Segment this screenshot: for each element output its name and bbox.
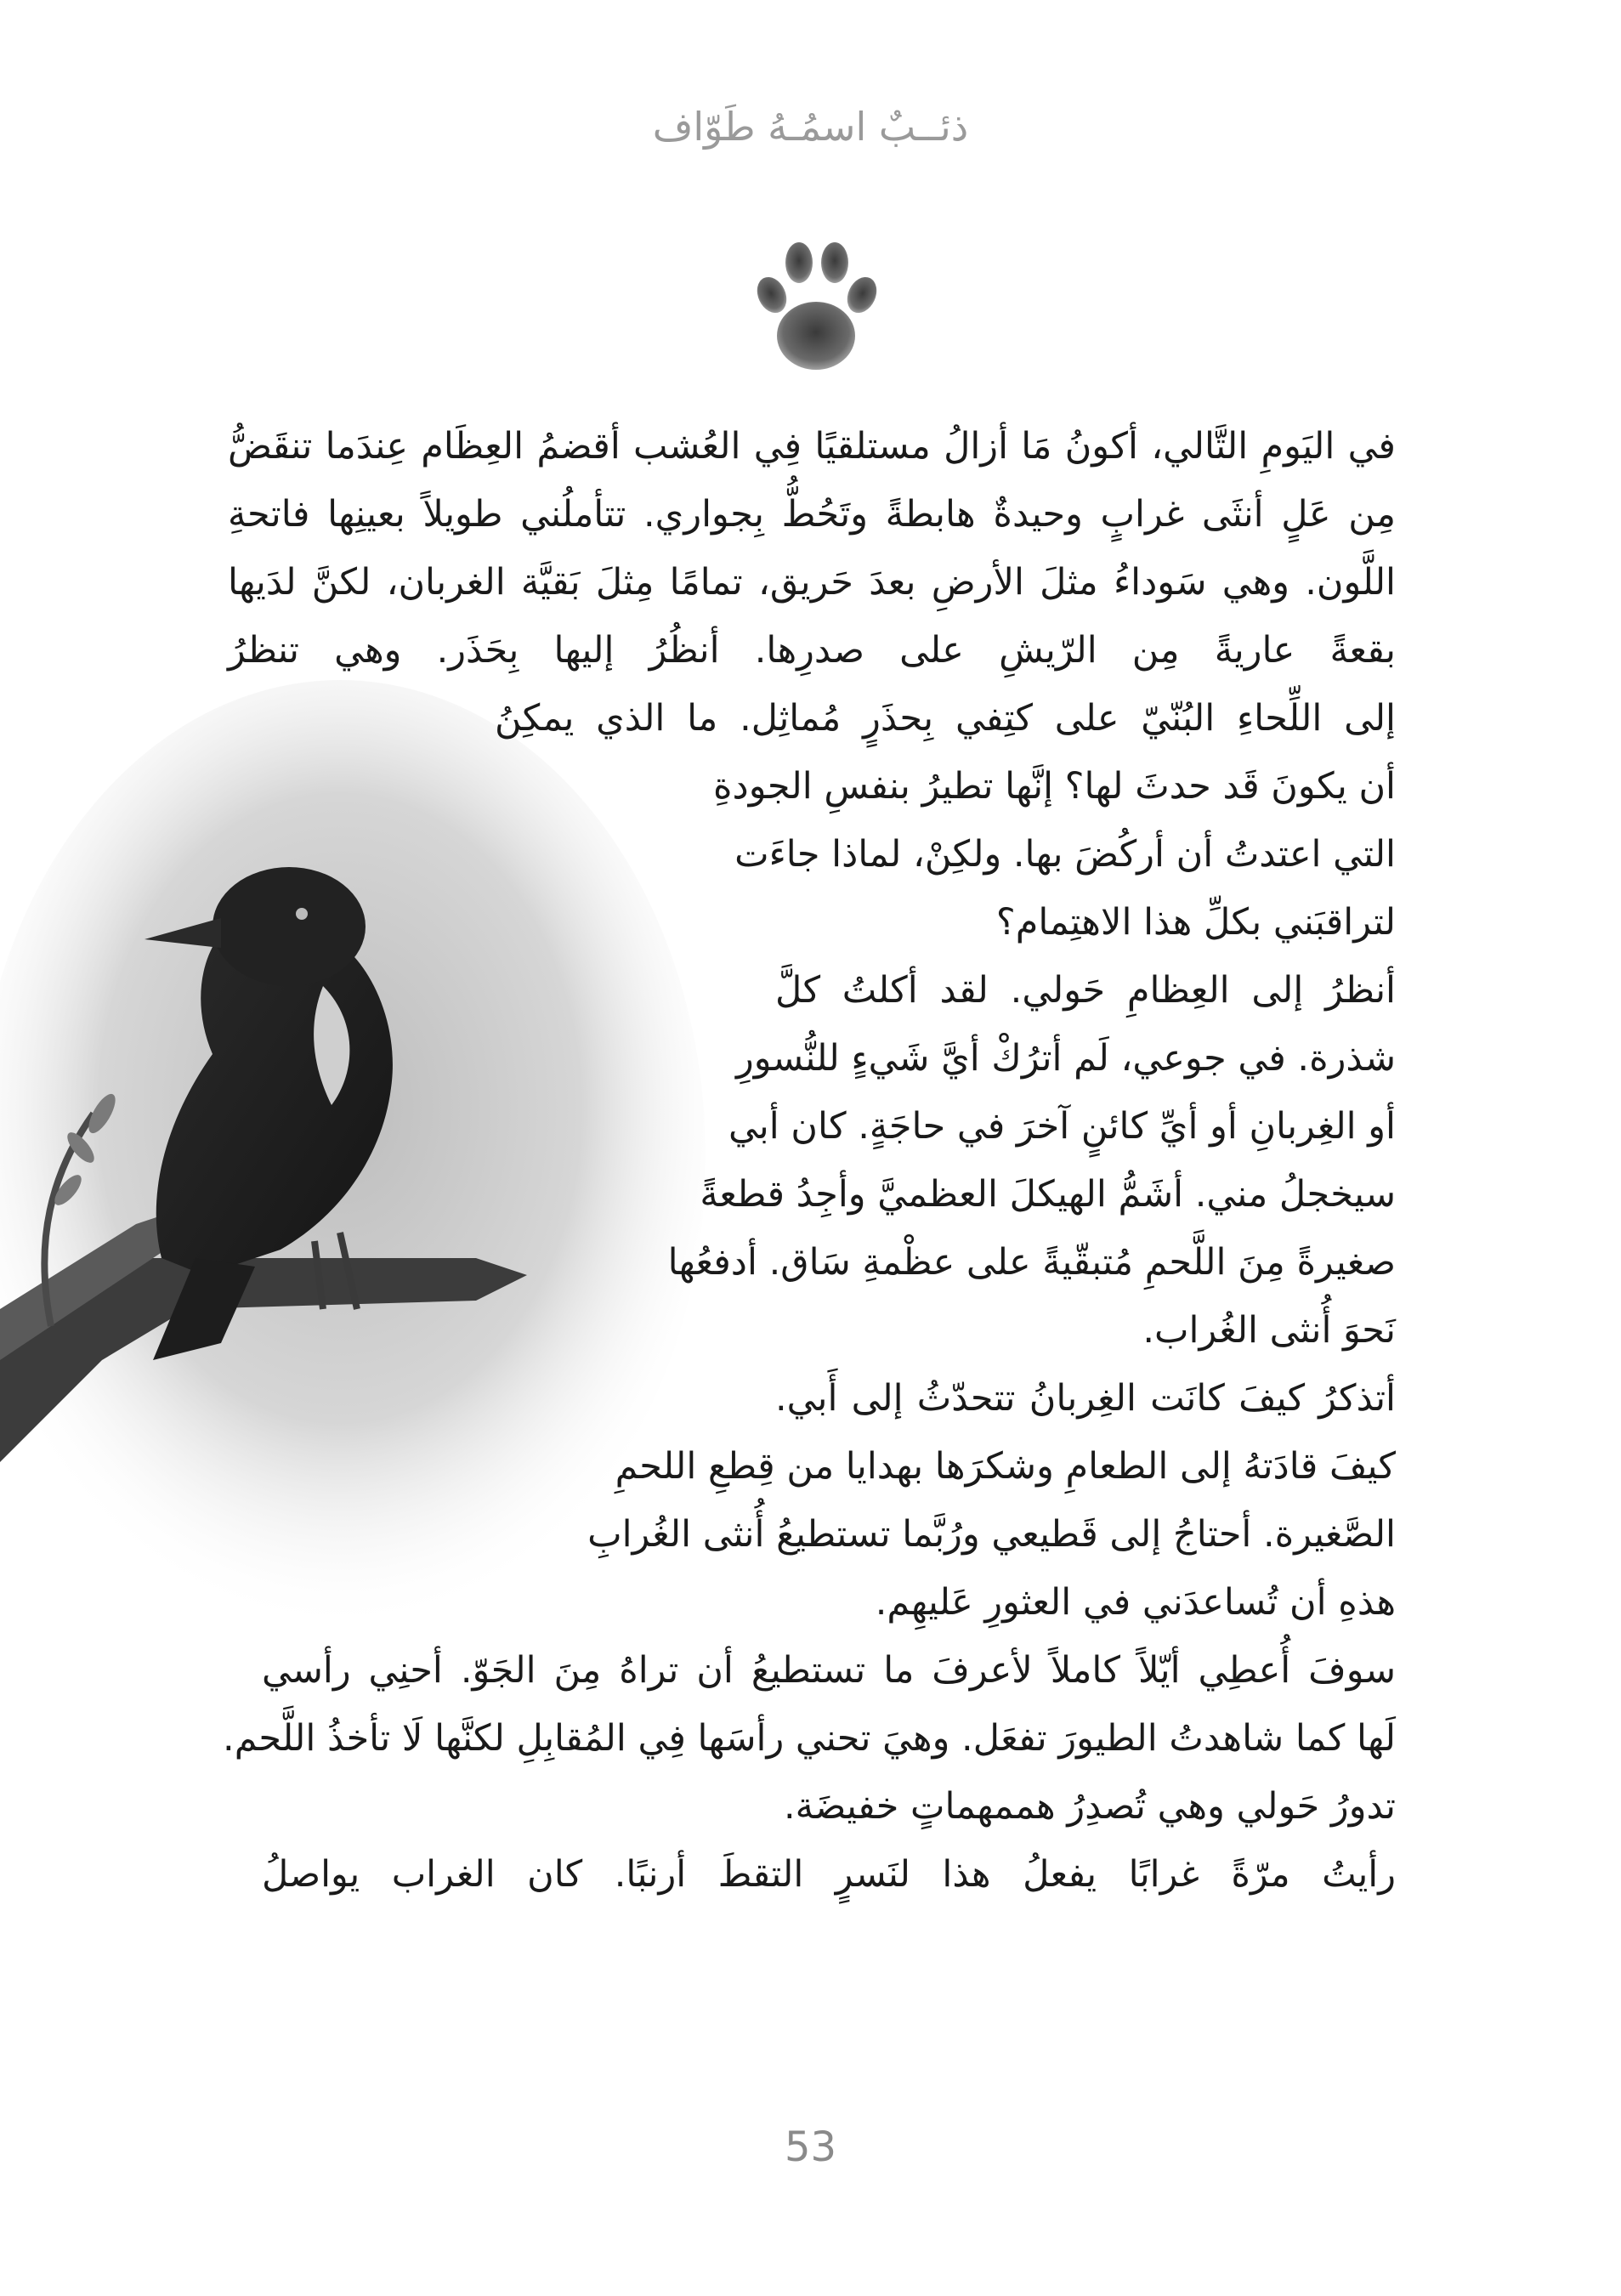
paragraph-2-line-5: صغيرةً مِنَ اللَّحمِ مُتبقّيةً على عظْمةِ سَاق. أدفعُها bbox=[667, 1241, 1396, 1284]
raven-illustration bbox=[0, 714, 680, 1675]
paragraph-1-line-7: التي اعتدتُ أن أركُضَ بها. ولكِنْ، لماذا جاءَت bbox=[734, 833, 1396, 876]
paragraph-1-line-8: لتراقبَني بكلِّ هذا الاهتِمام؟ bbox=[995, 901, 1396, 944]
wolf-paw-print-icon bbox=[748, 234, 884, 387]
paragraph-2-line-2: شذرة. في جوعي، لَم أترُكْ أيَّ شَيءٍ للنُّسورِ bbox=[736, 1037, 1396, 1080]
paragraph-5-line-1: رأيتُ مرّةً غرابًا يفعلُ هذا لنَسرٍ التقطَ أرنبًا. كان الغراب يواصلُ bbox=[262, 1853, 1396, 1896]
paragraph-3-line-3: الصَّغيرة. أحتاجُ إلى قَطيعي ورُبَّما تستطيعُ أُنثى الغُرابِ bbox=[587, 1513, 1396, 1556]
paragraph-4-line-3: تدورُ حَولي وهي تُصدِرُ هممهماتٍ خفيضَة. bbox=[784, 1785, 1396, 1828]
paragraph-1-line-6: أن يكونَ قَد حدثَ لها؟ إنَّها تطيرُ بنفسِ الجودةِ bbox=[713, 765, 1396, 808]
paragraph-1-line-2: مِن عَلٍ أنثَى غرابٍ وحيدةٌ هابطةً وتَحُطُّ بِجواري. تتأملُني طويلاً بعينِها فاتحةِ bbox=[228, 493, 1396, 536]
paragraph-2-line-4: سيخجلُ مني. أشَمُّ الهيكلَ العظميَّ وأجِدُ قطعةً bbox=[700, 1173, 1396, 1216]
paragraph-3-line-1: أتذكرُ كيفَ كانَت الغِربانُ تتحدّثُ إلى أَبي. bbox=[775, 1377, 1396, 1420]
paragraph-2-line-3: أو الغِربانِ أو أيِّ كائنٍ آخرَ في حاجَةٍ. كان أبي bbox=[728, 1105, 1396, 1148]
page-number: 53 bbox=[784, 2123, 837, 2171]
paragraph-4-line-2: لَها كما شاهدتُ الطيورَ تفعَل. وهيَ تحني رأسَها فِي المُقابِلِ لكنَّها لَا تأخذُ اللَّحم. bbox=[223, 1717, 1396, 1760]
paragraph-3-line-4: هذهِ أن تُساعدَني في العثورِ عَليهِم. bbox=[875, 1581, 1396, 1624]
paragraph-1-line-3: اللَّون. وهي سَوداءُ مثلَ الأرضِ بعدَ حَريق، تمامًا مِثلَ بَقيَّة الغربان، لكنَّ لدَيها bbox=[228, 561, 1396, 604]
paragraph-2-line-6: نَحوَ أُنثى الغُراب. bbox=[1142, 1309, 1396, 1352]
paragraph-4-line-1: سوفَ أُعطِي أيّلاً كاملاً لأعرفَ ما تستطيعُ أن تراهُ مِنَ الجَوّ. أحنِي رأسي bbox=[262, 1649, 1396, 1692]
paragraph-1-line-1: في اليَومِ التَّالي، أكونُ مَا أزالُ مستلقيًا فِي العُشب أقضمُ العِظَام عِندَما تنقَضُّ bbox=[228, 425, 1396, 468]
paragraph-1-line-5: إلى اللِّحاءِ البُنّيّ على كتِفي بِحذَرٍ مُماثِل. ما الذي يمكِنُ bbox=[495, 697, 1396, 740]
paragraph-2-line-1: أنظرُ إلى العِظامِ حَولي. لقد أكلتُ كلَّ bbox=[775, 969, 1396, 1012]
paragraph-3-line-2: كيفَ قادَتهُ إلى الطعامِ وشكرَها بهدايا من قِطعِ اللحمِ bbox=[615, 1445, 1396, 1488]
running-head: ذئــبٌ اسمُـهُ طَوّاف bbox=[652, 104, 969, 150]
paragraph-1-line-4: بقعةً عاريةً مِن الرّيشِ على صدرِها. أنظُرُ إليها بِحَذَر. وهي تنظرُ bbox=[228, 629, 1396, 672]
